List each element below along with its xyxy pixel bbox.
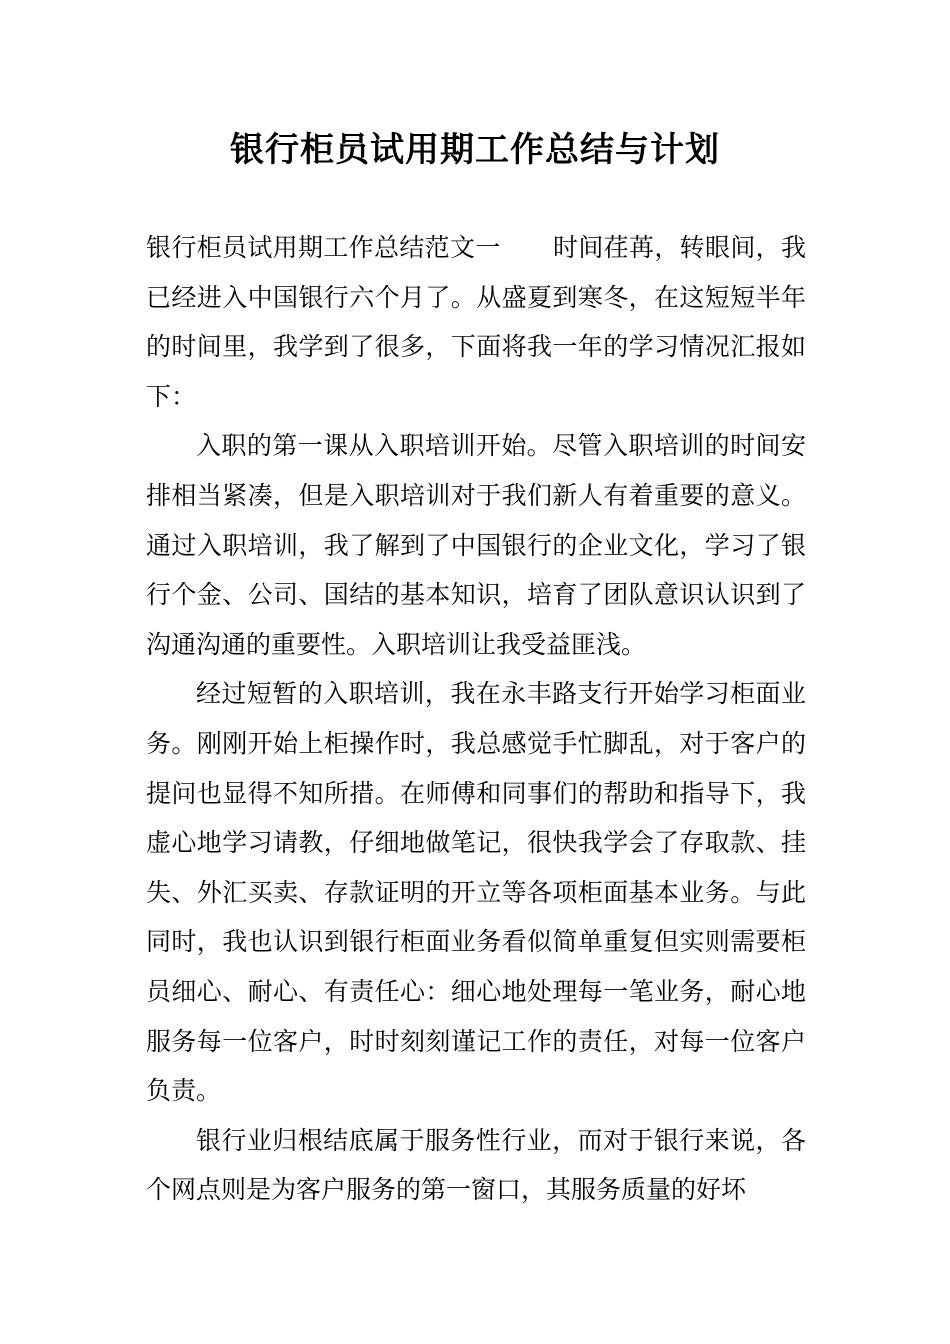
paragraph-counter-work: 经过短暂的入职培训，我在永丰路支行开始学习柜面业务。刚刚开始上柜操作时，我总感觉手忙脚乱，对于客户的提问也显得不知所措。在师傅和同事们的帮助和指导下，我虚心地学习请教，仔细地做笔记，很快我学会了存取款、挂失、外汇买卖、存款证明的开立等各项柜面基本业务。与此同时，我也认识到银行柜面业务看似简单重复但实则需要柜员细心、耐心、有责任心：细心地处理每一笔业务，耐心地服务每一位客户，时时刻刻谨记工作的责任，对每一位客户负责。 [146, 679, 806, 1106]
intro-text: 时间荏苒，转眼间，我已经进入中国银行六个月了。从盛夏到寒冬，在这短短半年的时间里，我学到了很多，下面将我一年的学习情况汇报如下： [146, 233, 806, 411]
paragraph-intro [146, 223, 806, 421]
paragraph-orientation: 入职的第一课从入职培训开始。尽管入职培训的时间安排相当紧凑，但是入职培训对于我们新人有着重要的意义。通过入职培训，我了解到了中国银行的企业文化，学习了银行个金、公司、国结的基本知识，培育了团队意识认识到了沟通沟通的重要性。入职培训让我受益匪浅。 [146, 431, 806, 659]
paragraph-service: 银行业归根结底属于服务性行业，而对于银行来说，各个网点则是为客户服务的第一窗口，其服务质量的好坏 [146, 1125, 806, 1205]
document-body [146, 223, 806, 1215]
document-title: 银行柜员试用期工作总结与计划 [230, 130, 720, 170]
intro-heading: 银行柜员试用期工作总结范文一 [146, 233, 501, 262]
